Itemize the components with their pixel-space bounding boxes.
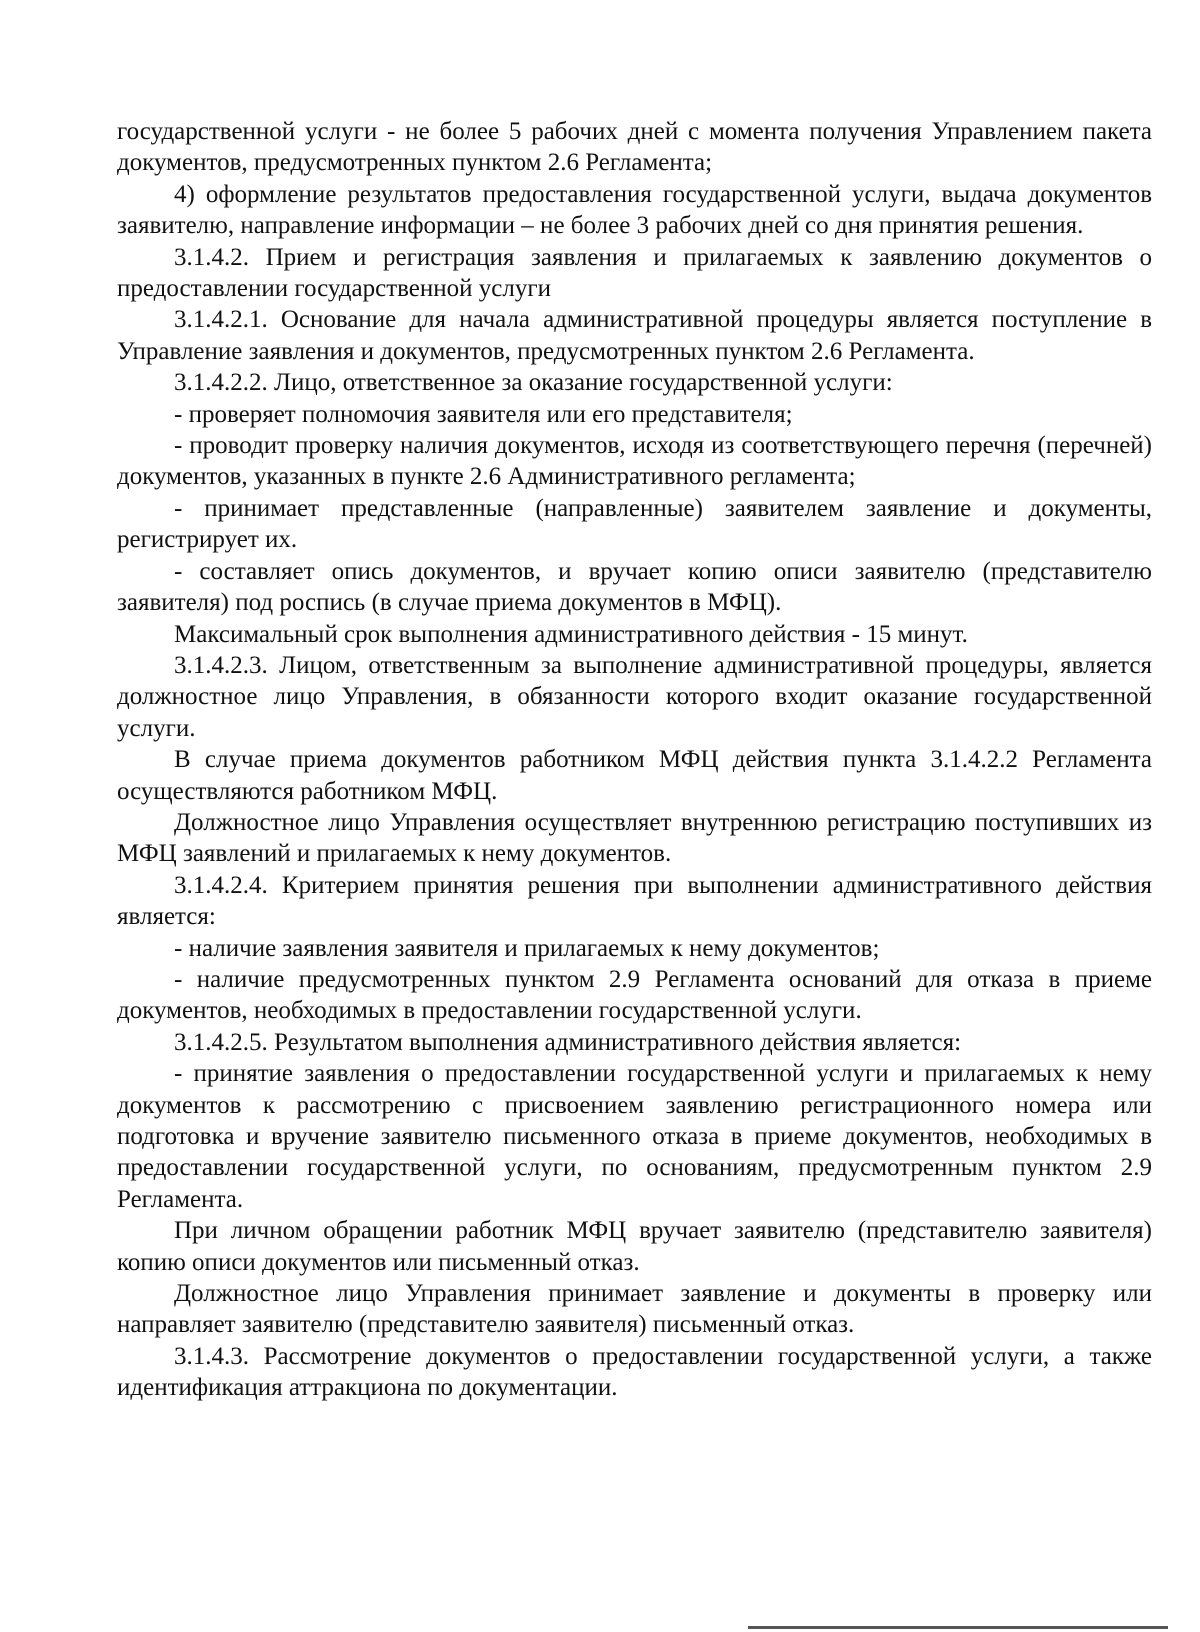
paragraph-personal-visit: При личном обращении работник МФЦ вручает заявителю (представителю заявителя) копию описи документов или письменный отказ. bbox=[117, 1217, 1152, 1276]
scan-edge-line bbox=[748, 1626, 1168, 1629]
paragraph-3-1-4-2-4: 3.1.4.2.4. Критерием принятия решения при выполнении административного действия является: bbox=[117, 871, 1152, 931]
list-item-check-authority: - проверяет полномочия заявителя или его представителя; bbox=[174, 400, 793, 428]
list-item-check-documents: - проводит проверку наличия документов, исходя из соответствующего перечня (перечней) документов, указанных в пункте 2.6 Административного регламента; bbox=[117, 432, 1152, 491]
paragraph-max-time: Максимальный срок выполнения административного действия - 15 минут. bbox=[174, 620, 968, 648]
paragraph-continuation: государственной услуги - не более 5 рабочих дней с момента получения Управлением пакета документов, предусмотренных пунктом 2.6 Регламента; bbox=[117, 118, 1152, 177]
document-body bbox=[117, 116, 1152, 1404]
list-item-refusal-grounds: - наличие предусмотренных пунктом 2.9 Регламента оснований для отказа в приеме документов, необходимых в предоставлении государственной услуги. bbox=[117, 965, 1152, 1025]
paragraph-3-1-4-2-5: 3.1.4.2.5. Результатом выполнения административного действия является: bbox=[174, 1028, 962, 1056]
list-item-application-presence: - наличие заявления заявителя и прилагаемых к нему документов; bbox=[174, 934, 880, 962]
paragraph-3-1-4-2-2: 3.1.4.2.2. Лицо, ответственное за оказание государственной услуги: bbox=[174, 369, 893, 397]
section-heading-3-1-4-3: 3.1.4.3. Рассмотрение документов о предоставлении государственной услуги, а также идентификация аттракциона по документации. bbox=[117, 1342, 1152, 1402]
paragraph-official-review: Должностное лицо Управления принимает заявление и документы в проверку или направляет заявителю (представителю заявителя) письменный отказ. bbox=[117, 1280, 1152, 1339]
paragraph-mfc-actions: В случае приема документов работником МФЦ действия пункта 3.1.4.2.2 Регламента осуществляются работником МФЦ. bbox=[117, 746, 1152, 805]
paragraph-item-4: 4) оформление результатов предоставления государственной услуги, выдача документов заявителю, направление информации – не более 3 рабочих дней со дня принятия решения. bbox=[117, 180, 1152, 240]
paragraph-3-1-4-2-1: 3.1.4.2.1. Основание для начала административной процедуры является поступление в Управление заявления и документов, предусмотренных пунктом 2.6 Регламента. bbox=[117, 306, 1152, 365]
paragraph-internal-registration: Должностное лицо Управления осуществляет внутреннюю регистрацию поступивших из МФЦ заявлений и прилагаемых к нему документов. bbox=[117, 808, 1152, 868]
list-item-accept-documents: - принимает представленные (направленные) заявителем заявление и документы, регистрирует их. bbox=[117, 494, 1152, 554]
paragraph-3-1-4-2-3: 3.1.4.2.3. Лицом, ответственным за выполнение административной процедуры, является должностное лицо Управления, в обязанности которого входит оказание государственной услуги. bbox=[117, 651, 1152, 742]
list-item-acceptance-result: - принятие заявления о предоставлении государственной услуги и прилагаемых к нему документов к рассмотрению с присвоением заявлению регистрационного номера или подготовка и вручение заявителю письменного отказа в приеме документов, необходимых в предоставлении государственной услуги, по основаниям, предусмотренным пунктом 2.9 Регламента. bbox=[117, 1060, 1152, 1213]
section-heading-3-1-4-2: 3.1.4.2. Прием и регистрация заявления и прилагаемых к заявлению документов о предоставлении государственной услуги bbox=[117, 243, 1152, 303]
list-item-compile-inventory: - составляет опись документов, и вручает копию описи заявителю (представителю заявителя) под роспись (в случае приема документов в МФЦ). bbox=[117, 557, 1152, 617]
